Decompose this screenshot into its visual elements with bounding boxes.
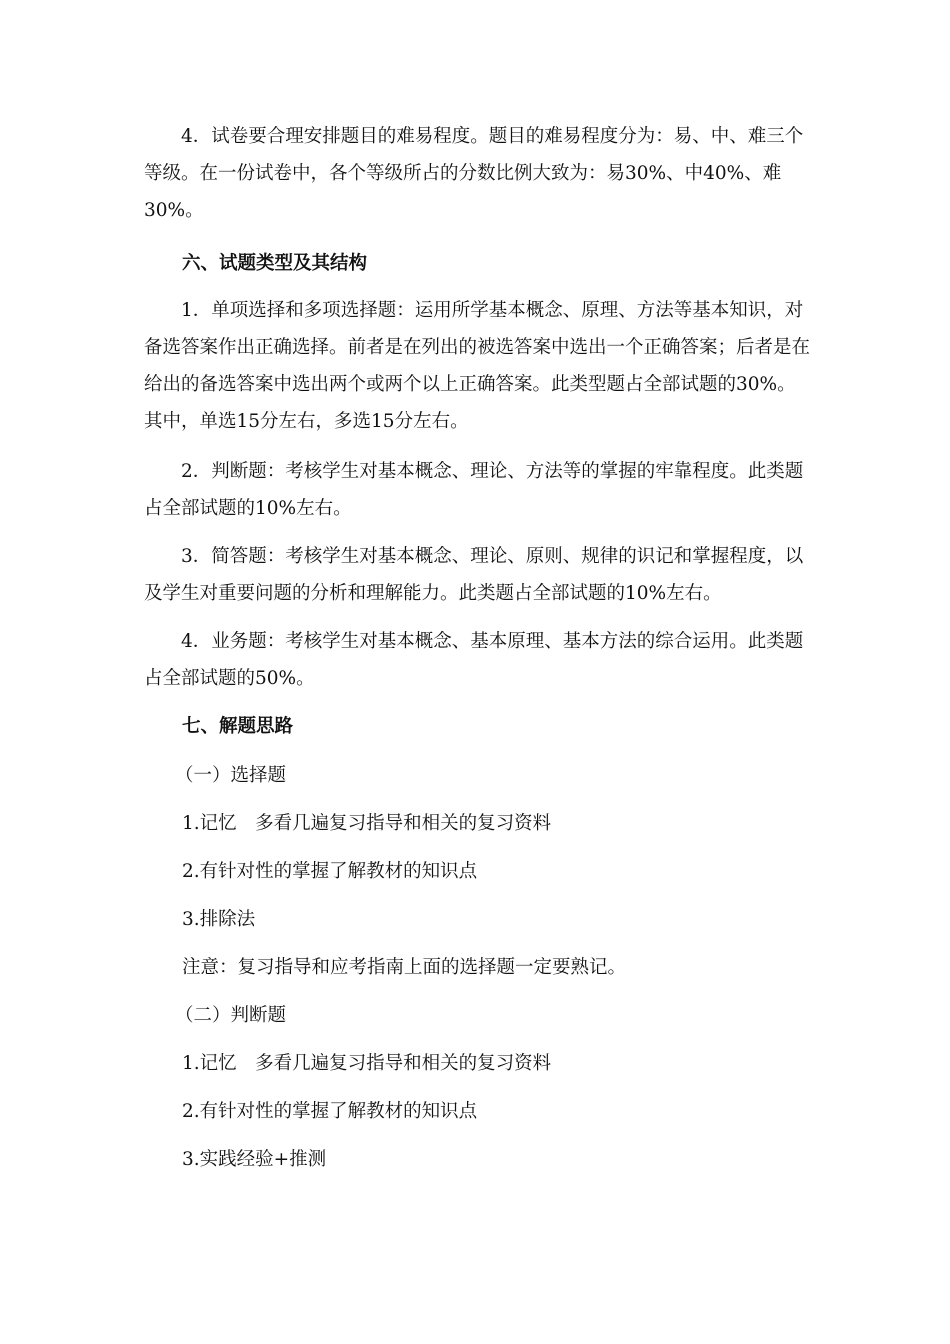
list-item: 3.实践经验+推测 [182, 1149, 327, 1170]
list-item: 2.有针对性的掌握了解教材的知识点 [182, 861, 478, 882]
paragraph-business-questions: 4．业务题：考核学生对基本概念、基本原理、基本方法的综合运用。此类题占全部试题的50%。 [144, 631, 804, 689]
paragraph-difficulty: 4．试卷要合理安排题目的难易程度。题目的难易程度分为：易、中、难三个等级。在一份试卷中，各个等级所占的分数比例大致为：易30%、中40%、难30%。 [144, 126, 804, 221]
list-item: 1.记忆 多看几遍复习指导和相关的复习资料 [182, 813, 552, 834]
subsection-title-choice: （一）选择题 [175, 765, 287, 786]
paragraph-choice-questions: 1．单项选择和多项选择题：运用所学基本概念、原理、方法等基本知识，对备选答案作出正确选择。前者是在列出的被选答案中选出一个正确答案；后者是在给出的备选答案中选出两个或两个以上正确答案。此类型题占全部试题的30%。其中，单选15分左右，多选15分左右。 [144, 300, 811, 432]
note-text: 注意：复习指导和应考指南上面的选择题一定要熟记。 [182, 957, 627, 978]
list-item: 3.排除法 [182, 909, 256, 930]
list-item: 1.记忆 多看几遍复习指导和相关的复习资料 [182, 1053, 552, 1074]
subsection-title-judgment: （二）判断题 [175, 1005, 287, 1026]
section-heading-7: 七、解题思路 [182, 716, 294, 737]
paragraph-judgment-questions: 2．判断题：考核学生对基本概念、理论、方法等的掌握的牢靠程度。此类题占全部试题的10%左右。 [144, 461, 804, 519]
paragraph-short-answer-questions: 3．简答题：考核学生对基本概念、理论、原则、规律的识记和掌握程度，以及学生对重要问题的分析和理解能力。此类题占全部试题的10%左右。 [144, 546, 804, 604]
list-item: 2.有针对性的掌握了解教材的知识点 [182, 1101, 478, 1122]
section-heading-6: 六、试题类型及其结构 [182, 253, 368, 274]
